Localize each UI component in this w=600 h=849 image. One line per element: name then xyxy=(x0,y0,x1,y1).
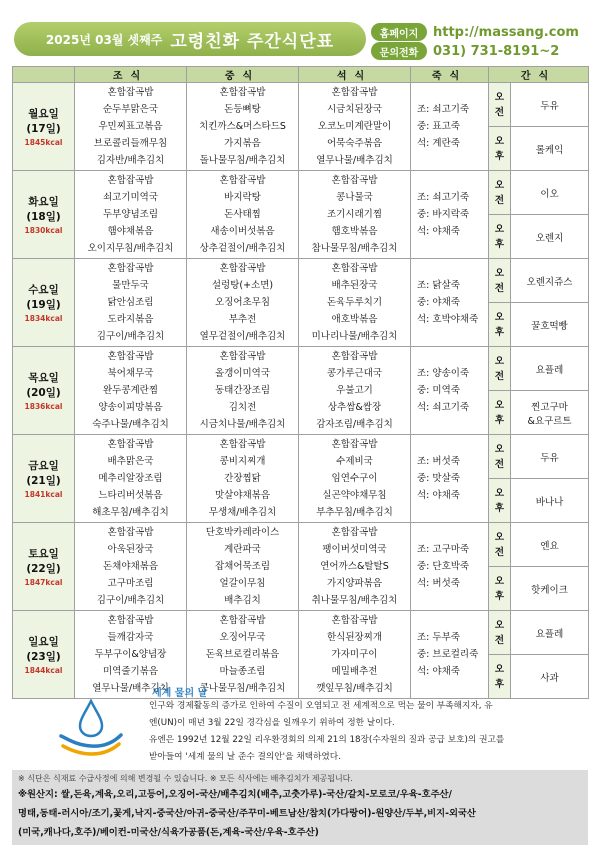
lunch-cell-item: 상추겉절이/배추김치 xyxy=(199,243,286,254)
snack-am: 요플레 xyxy=(511,611,589,655)
snack-pm: 찐고구마 &요구르트 xyxy=(511,391,589,435)
time-pm-char: 후 xyxy=(494,502,505,514)
snack-am: 이오 xyxy=(511,171,589,215)
breakfast-cell-item: 고구마조림 xyxy=(107,578,154,589)
breakfast-cell-item: 열무나물/배추김치 xyxy=(92,683,169,694)
dinner-cell-item: 시금치된장국 xyxy=(326,104,383,115)
snack-am: 두유 xyxy=(511,83,589,127)
dinner-cell-item: 참나물무침/배추김치 xyxy=(311,243,398,254)
breakfast-cell-item: 브로콜리들깨무침 xyxy=(93,138,168,149)
porridge-cell-item: 조: 양송이죽 xyxy=(417,368,470,379)
dinner-cell-item: 연어까스&탈탈S xyxy=(320,561,389,572)
dinner-cell xyxy=(299,83,411,171)
homepage-label: 홈페이지 xyxy=(371,23,427,41)
breakfast-cell xyxy=(75,259,187,347)
phone-label: 문의전화 xyxy=(371,42,427,60)
breakfast-cell-item: 배추맑은국 xyxy=(107,456,154,467)
snack-am: 엔요 xyxy=(511,523,589,567)
table-row xyxy=(13,523,589,567)
header-porridge: 죽식 xyxy=(411,67,489,83)
dinner-cell xyxy=(299,435,411,523)
lunch-cell xyxy=(187,83,299,171)
time-pm-char: 오 xyxy=(494,311,505,323)
day-name: 목요일 xyxy=(28,372,59,384)
homepage-row xyxy=(371,22,579,42)
breakfast-cell-item: 혼합잡곡밥 xyxy=(107,615,154,626)
time-am-label xyxy=(489,611,511,655)
porridge-cell-item: 조: 버섯죽 xyxy=(417,456,460,467)
time-am-label xyxy=(489,171,511,215)
header-breakfast: 조식 xyxy=(75,67,187,83)
breakfast-cell-item: 들깨감자국 xyxy=(107,632,154,643)
water-day-title: 세계 물의 날 xyxy=(152,688,208,699)
dinner-cell-item: 한식된장찌개 xyxy=(326,632,383,643)
table-row xyxy=(13,259,589,303)
lunch-cell-item: 오징어무국 xyxy=(219,632,266,643)
time-pm-label xyxy=(489,127,511,171)
dinner-cell-item: 햄호박볶음 xyxy=(331,226,378,237)
dinner-cell-item: 돈육두루치기 xyxy=(326,297,383,308)
day-kcal: 1836kcal xyxy=(24,402,63,411)
lunch-cell-item: 콩비지찌개 xyxy=(219,456,266,467)
time-pm-char: 후 xyxy=(494,414,505,426)
dinner-cell-item: 배추된장국 xyxy=(331,280,378,291)
porridge-cell-item: 조: 닭살죽 xyxy=(417,280,460,291)
time-pm-char: 후 xyxy=(494,326,505,338)
dinner-cell-item: 혼합잡곡밥 xyxy=(331,351,378,362)
dinner-cell-item: 팽이버섯미역국 xyxy=(322,544,387,555)
porridge-cell-item: 조: 쇠고기죽 xyxy=(417,192,470,203)
breakfast-cell-item: 숙주나물/배추김치 xyxy=(92,419,169,430)
breakfast-cell-item: 아욱된장국 xyxy=(107,544,154,555)
time-pm-label xyxy=(489,479,511,523)
lunch-cell xyxy=(187,171,299,259)
water-text-line-4: 받아들여 '세계 물의 날 준수 결의안'을 채택하였다. xyxy=(149,752,341,762)
table-row xyxy=(13,435,589,479)
day-kcal: 1841kcal xyxy=(24,490,63,499)
dinner-cell-item: 혼합잡곡밥 xyxy=(331,615,378,626)
breakfast-cell xyxy=(75,347,187,435)
time-am-char: 전 xyxy=(494,458,505,470)
lunch-cell-item: 배추김치 xyxy=(224,595,261,606)
lunch-cell-item: 돈육브로컬리볶음 xyxy=(205,649,280,660)
dinner-cell-item: 혼합잡곡밥 xyxy=(331,527,378,538)
time-pm-char: 오 xyxy=(494,575,505,587)
dinner-cell xyxy=(299,259,411,347)
dinner-cell-item: 애호박볶음 xyxy=(331,314,378,325)
porridge-cell xyxy=(411,523,489,611)
dinner-cell-item: 혼합잡곡밥 xyxy=(331,87,378,98)
dinner-cell xyxy=(299,347,411,435)
table-row xyxy=(13,171,589,215)
dinner-cell-item: 실곤약야채무침 xyxy=(322,490,387,501)
lunch-cell xyxy=(187,435,299,523)
day-date: (23일) xyxy=(26,651,61,663)
lunch-cell-item: 혼합잡곡밥 xyxy=(219,263,266,274)
time-pm-char: 오 xyxy=(494,399,505,411)
day-date: (20일) xyxy=(26,387,61,399)
snack-pm: 꿀호떡빵 xyxy=(511,303,589,347)
time-pm-char: 오 xyxy=(494,223,505,235)
breakfast-cell xyxy=(75,523,187,611)
snack-am: 요플레 xyxy=(511,347,589,391)
day-cell xyxy=(13,259,75,347)
dinner-cell-item: 콩가루근대국 xyxy=(326,368,383,379)
lunch-cell-item: 얼갈이무침 xyxy=(219,578,266,589)
world-water-day-section xyxy=(12,683,588,768)
lunch-cell-item: 혼합잡곡밥 xyxy=(219,175,266,186)
dinner-cell-item: 가지양파볶음 xyxy=(326,578,383,589)
dinner-cell-item: 열무나물/배추김치 xyxy=(316,155,393,166)
lunch-cell-item: 무생채/배추김치 xyxy=(208,507,277,518)
table-row xyxy=(13,83,589,127)
dinner-cell-item: 감자조림/배추김치 xyxy=(316,419,393,430)
day-name: 일요일 xyxy=(28,636,59,648)
footer-note: ※ 식단은 식재료 수급사정에 의해 변경될 수 있습니다. ※ 모든 식사에는 배추김치가 제공됩니다. xyxy=(18,774,353,783)
day-kcal: 1845kcal xyxy=(24,138,63,147)
lunch-cell-item: 맛살야채볶음 xyxy=(214,490,271,501)
dinner-cell-item: 수제비국 xyxy=(336,456,373,467)
origin-line-3: (미국,캐나다,호주)/베이컨-미국산/식육가공품(돈,계육-국산/우육-호주산) xyxy=(18,827,319,838)
lunch-cell-item: 단호박카레라이스 xyxy=(205,527,280,538)
time-am-char: 전 xyxy=(494,106,505,118)
time-pm-char: 후 xyxy=(494,590,505,602)
breakfast-cell-item: 닭안심조림 xyxy=(107,297,154,308)
porridge-cell-item: 중: 미역죽 xyxy=(417,385,460,396)
breakfast-cell-item: 쇠고기미역국 xyxy=(102,192,159,203)
day-name: 화요일 xyxy=(28,196,59,208)
porridge-cell xyxy=(411,83,489,171)
lunch-cell-item: 김치전 xyxy=(228,402,257,413)
breakfast-cell-item: 혼합잡곡밥 xyxy=(107,175,154,186)
breakfast-cell xyxy=(75,435,187,523)
day-date: (17일) xyxy=(26,123,61,135)
time-am-label xyxy=(489,523,511,567)
snack-pm: 오렌지 xyxy=(511,215,589,259)
snack-pm: 사과 xyxy=(511,655,589,699)
origin-line-2: 명태,동태-러시아/조기,꽃게,낙지-중국산/아귀-중국산/주꾸미-베트남산/참치(가다랑어)-원양산/두부,비지-외국산 xyxy=(18,808,476,819)
header-snack: 간식 xyxy=(489,67,589,83)
water-drop-hand-icon xyxy=(58,699,124,757)
lunch-cell xyxy=(187,523,299,611)
breakfast-cell-item: 완두콩계란찜 xyxy=(102,385,159,396)
homepage-link[interactable]: http://massang.com xyxy=(433,24,579,40)
lunch-cell-item: 새송이버섯볶음 xyxy=(210,226,275,237)
porridge-cell-item: 중: 표고죽 xyxy=(417,121,460,132)
time-am-char: 오 xyxy=(494,443,505,455)
water-text-line-2: 엔(UN)이 매년 3월 22일 경각심을 일깨우기 위하여 정한 날이다. xyxy=(149,718,395,728)
day-kcal: 1844kcal xyxy=(24,666,63,675)
lunch-cell xyxy=(187,259,299,347)
breakfast-cell-item: 물만두국 xyxy=(112,280,149,291)
lunch-cell-item: 시금치나물/배추김치 xyxy=(199,419,286,430)
dinner-cell-item: 임연수구이 xyxy=(331,473,378,484)
page-title: 고령친화 주간식단표 xyxy=(170,31,335,52)
lunch-cell-item: 열무겉절이/배추김치 xyxy=(199,331,286,342)
dinner-cell-item: 혼합잡곡밥 xyxy=(331,263,378,274)
time-am-char: 전 xyxy=(494,370,505,382)
lunch-cell-item: 치킨까스&머스타드S xyxy=(199,121,286,132)
breakfast-cell-item: 김자반/배추김치 xyxy=(96,155,165,166)
time-am-label xyxy=(489,435,511,479)
day-cell xyxy=(13,171,75,259)
dinner-cell-item: 깻잎무침/배추김치 xyxy=(316,683,393,694)
dinner-cell xyxy=(299,523,411,611)
porridge-cell-item: 석: 쇠고기죽 xyxy=(417,402,470,413)
lunch-cell-item: 혼합잡곡밥 xyxy=(219,351,266,362)
time-pm-label xyxy=(489,215,511,259)
snack-pm: 롤케익 xyxy=(511,127,589,171)
snack-am: 오렌지쥬스 xyxy=(511,259,589,303)
breakfast-cell-item: 혼합잡곡밥 xyxy=(107,263,154,274)
breakfast-cell-item: 우민찌표고볶음 xyxy=(98,121,163,132)
phone-number: 031) 731-8191~2 xyxy=(433,43,560,59)
water-text-line-1: 인구와 경제활동의 증가로 인하여 수질이 오염되고 전 세계적으로 먹는 물이 부족해지자, 유 xyxy=(149,701,493,711)
breakfast-cell xyxy=(75,171,187,259)
porridge-cell xyxy=(411,259,489,347)
breakfast-cell-item: 햄야채볶음 xyxy=(107,226,154,237)
time-am-label xyxy=(489,259,511,303)
porridge-cell xyxy=(411,347,489,435)
lunch-cell xyxy=(187,347,299,435)
breakfast-cell-item: 돈채야채볶음 xyxy=(102,561,159,572)
menu-body xyxy=(13,83,589,699)
day-name: 월요일 xyxy=(28,108,59,120)
porridge-cell-item: 조: 고구마죽 xyxy=(417,544,470,555)
time-am-char: 오 xyxy=(494,355,505,367)
lunch-cell-item: 설렁탕(+소면) xyxy=(211,280,274,291)
time-am-char: 오 xyxy=(494,267,505,279)
lunch-cell-item: 혼합잡곡밥 xyxy=(219,615,266,626)
breakfast-cell-item: 해초무침/배추김치 xyxy=(92,507,169,518)
breakfast-cell-item: 도라지볶음 xyxy=(107,314,154,325)
time-am-char: 오 xyxy=(494,619,505,631)
time-am-char: 오 xyxy=(494,531,505,543)
lunch-cell-item: 돈등뼈탕 xyxy=(224,104,261,115)
weekly-menu-table xyxy=(12,66,589,699)
lunch-cell-item: 계란파국 xyxy=(224,544,261,555)
time-pm-char: 오 xyxy=(494,487,505,499)
time-pm-char: 오 xyxy=(494,663,505,675)
breakfast-cell xyxy=(75,83,187,171)
breakfast-cell-item: 김구이/배추김치 xyxy=(96,331,165,342)
porridge-cell-item: 조: 쇠고기죽 xyxy=(417,104,470,115)
porridge-cell-item: 석: 야채죽 xyxy=(417,490,460,501)
breakfast-cell-item: 두부양념조림 xyxy=(102,209,159,220)
breakfast-cell-item: 혼합잡곡밥 xyxy=(107,87,154,98)
snack-pm: 핫케이크 xyxy=(511,567,589,611)
dinner-cell-item: 가자미구이 xyxy=(331,649,378,660)
header-dinner: 석식 xyxy=(299,67,411,83)
breakfast-cell-item: 순두부맑은국 xyxy=(102,104,159,115)
day-date: (18일) xyxy=(26,211,61,223)
porridge-cell-item: 중: 바지락죽 xyxy=(417,209,470,220)
time-am-char: 전 xyxy=(494,282,505,294)
time-am-char: 전 xyxy=(494,194,505,206)
lunch-cell-item: 가지볶음 xyxy=(224,138,261,149)
origin-line-1: ※원산지: 쌀,돈육,계육,오리,고등어,오징어-국산/배추김치(배추,고춧가루)-국산/갈치-모로코/우육-호주산/ xyxy=(18,789,452,800)
porridge-cell xyxy=(411,435,489,523)
dinner-cell-item: 혼합잡곡밥 xyxy=(331,439,378,450)
breakfast-cell-item: 양송이피망볶음 xyxy=(98,402,163,413)
breakfast-cell-item: 김구이/배추김치 xyxy=(96,595,165,606)
lunch-cell-item: 혼합잡곡밥 xyxy=(219,439,266,450)
table-row xyxy=(13,611,589,655)
time-pm-char: 오 xyxy=(494,135,505,147)
porridge-cell-item: 석: 야채죽 xyxy=(417,226,460,237)
dinner-cell-item: 우불고기 xyxy=(336,385,373,396)
porridge-cell-item: 석: 야채죽 xyxy=(417,666,460,677)
time-am-char: 오 xyxy=(494,179,505,191)
porridge-cell-item: 석: 계란죽 xyxy=(417,138,460,149)
dinner-cell-item: 조기시래기찜 xyxy=(326,209,383,220)
day-cell xyxy=(13,347,75,435)
lunch-cell-item: 바지락탕 xyxy=(224,192,261,203)
lunch-cell-item: 혼합잡곡밥 xyxy=(219,87,266,98)
table-header-row xyxy=(13,67,589,83)
lunch-cell-item: 돈사태찜 xyxy=(224,209,261,220)
time-am-label xyxy=(489,347,511,391)
lunch-cell-item: 돌나물무침/배추김치 xyxy=(199,155,286,166)
breakfast-cell-item: 느타리버섯볶음 xyxy=(98,490,163,501)
footer xyxy=(12,770,588,845)
lunch-cell-item: 잡채어묵조림 xyxy=(214,561,271,572)
day-cell xyxy=(13,83,75,171)
dinner-cell-item: 오코노미계란말이 xyxy=(317,121,392,132)
day-cell xyxy=(13,435,75,523)
lunch-cell-item: 콩나물무침/배추김치 xyxy=(199,683,286,694)
day-kcal: 1830kcal xyxy=(24,226,63,235)
breakfast-cell-item: 두부구이&양념장 xyxy=(94,649,167,660)
lunch-cell-item: 동태간장조림 xyxy=(214,385,271,396)
snack-am: 두유 xyxy=(511,435,589,479)
time-pm-char: 후 xyxy=(494,150,505,162)
day-date: (19일) xyxy=(26,299,61,311)
lunch-cell-item: 마늘종조림 xyxy=(219,666,266,677)
time-am-char: 전 xyxy=(494,634,505,646)
time-pm-label xyxy=(489,567,511,611)
dinner-cell-item: 취나물무침/배추김치 xyxy=(311,595,398,606)
title-banner xyxy=(14,22,366,56)
porridge-cell-item: 중: 야채죽 xyxy=(417,297,460,308)
breakfast-cell-item: 혼합잡곡밥 xyxy=(107,439,154,450)
day-date: (21일) xyxy=(26,475,61,487)
dinner-cell xyxy=(299,171,411,259)
table-row xyxy=(13,347,589,391)
breakfast-cell-item: 메추리알장조림 xyxy=(98,473,163,484)
day-cell xyxy=(13,523,75,611)
porridge-cell-item: 석: 호박야채죽 xyxy=(417,314,479,325)
porridge-cell-item: 석: 버섯죽 xyxy=(417,578,460,589)
dinner-cell-item: 메밀배추전 xyxy=(331,666,378,677)
porridge-cell-item: 중: 맛살죽 xyxy=(417,473,460,484)
dinner-cell-item: 부추무침/배추김치 xyxy=(316,507,393,518)
header-lunch: 중식 xyxy=(187,67,299,83)
day-kcal: 1834kcal xyxy=(24,314,63,323)
breakfast-cell-item: 오이지무침/배추김치 xyxy=(87,243,174,254)
porridge-cell-item: 조: 두부죽 xyxy=(417,632,460,643)
breakfast-cell-item: 미역줄기볶음 xyxy=(102,666,159,677)
lunch-cell-item: 오징어초무침 xyxy=(214,297,271,308)
dinner-cell-item: 상추쌈&쌈장 xyxy=(327,402,382,413)
porridge-cell-item: 중: 브로컬리죽 xyxy=(417,649,479,660)
dinner-cell-item: 미나리나물/배추김치 xyxy=(311,331,398,342)
time-am-label xyxy=(489,83,511,127)
dinner-cell-item: 혼합잡곡밥 xyxy=(331,175,378,186)
water-text-line-3: 유엔은 1992년 12월 22일 리우환경회의 의제 21의 18장(수자원의 질과 공급 보호)의 권고를 xyxy=(149,735,505,745)
phone-row xyxy=(371,41,559,61)
porridge-cell-item: 중: 단호박죽 xyxy=(417,561,470,572)
time-pm-label xyxy=(489,303,511,347)
header-day-spacer xyxy=(13,67,75,83)
snack-pm: 바나나 xyxy=(511,479,589,523)
breakfast-cell-item: 북어채무국 xyxy=(107,368,154,379)
lunch-cell-item: 간장찜닭 xyxy=(224,473,261,484)
porridge-cell xyxy=(411,171,489,259)
dinner-cell-item: 어묵숙주볶음 xyxy=(326,138,383,149)
dinner-cell-item: 콩나물국 xyxy=(336,192,373,203)
breakfast-cell-item: 혼합잡곡밥 xyxy=(107,351,154,362)
time-pm-label xyxy=(489,391,511,435)
time-pm-char: 후 xyxy=(494,678,505,690)
lunch-cell-item: 부추전 xyxy=(228,314,257,325)
day-name: 금요일 xyxy=(28,460,59,472)
day-name: 수요일 xyxy=(28,284,59,296)
day-date: (22일) xyxy=(26,563,61,575)
lunch-cell-item: 올갱이미역국 xyxy=(214,368,271,379)
time-pm-char: 후 xyxy=(494,238,505,250)
time-am-char: 오 xyxy=(494,91,505,103)
time-am-char: 전 xyxy=(494,546,505,558)
day-name: 토요일 xyxy=(28,548,59,560)
day-kcal: 1847kcal xyxy=(24,578,63,587)
title-week: 2025년 03월 셋째주 xyxy=(45,32,163,47)
breakfast-cell-item: 혼합잡곡밥 xyxy=(107,527,154,538)
